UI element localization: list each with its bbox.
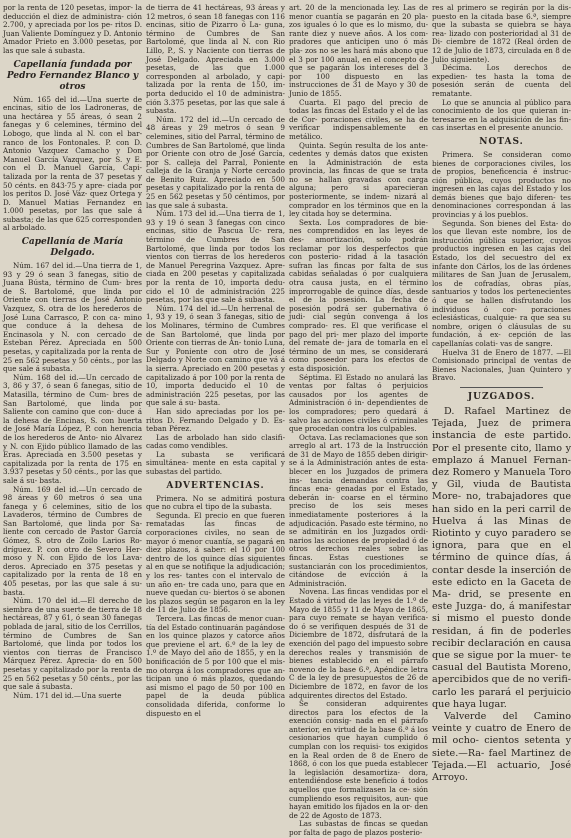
paragraph: Han sido apreciadas por los pe- ritos D. Fernando Delgado y D. Es- teban Pérez. [146, 406, 285, 434]
paragraph: Lo que se anuncia al público para conocimiento de los que quieran in- teresarse en la adquisición de las fin- cas insertas en el presente anuncio. [432, 97, 571, 133]
paragraph: Núm. 168 del id.—Un cercado de 3, 86 y 37, ó sean 6 fanegas, sitio de Matasilla, término de Cum- bres de San Bartolomé, que linda por Saliente con camino que con- duce á la dehesa de Encinas, S. con huerta de José María López, P. con herencia de los herederos de Anto- nio Alvarez y N. con Ejido público llamado de las Eras. Apreciada en 3.500 pesetas y capitalizada por la renta de 175 en 3.937 pesetas y 50 cénts., por las que sale á su- basta. [3, 372, 142, 485]
paragraph: por la renta de 120 pesetas, impor- la deducción el diez de administra- ción 2.700, y apreciada por los pe- ritos D. Juan Valiente Domínguez y D. Antonio Amador Prieto en 3.000 pesetas, por las que sale á subasta. [3, 3, 142, 55]
column-2 [146, 4, 285, 800]
paragraph: Núm. 172 del id.—Un cercado de 48 áreas y 29 metros ó sean 9 celemines, sitio del Parral, término de Cumbres de San Bartolomé, que linda por Oriente con otro de José García, por S. calleja del Parral, Poniente calleja de la Granja y Norte cercado de Benito Ruiz. Apreciado en 500 pesetas y capitalizado por la renta de 25 en 562 pesetas y 50 céntimos, por las que sale á subasta. [146, 114, 285, 210]
paragraph: Novena. Las fincas vendidas por el Estado á virtud de las leyes de 1.º de Mayo de 1855 y 11 de Mayo de 1865, para cuyo remate se hayan verifica- do ó se verifiquen después de 31 de Diciembre de 1872, disfrutará de la exención del pago del impuesto sobre derechos reales y transmisión de bienes establecido en el párrafo noveno de la base 6.ª, Apéndice letra C de la ley de presupuestos de 26 de Diciembre de 1872, en favor de los adquirentes directos del Estado. [289, 587, 428, 700]
paragraph: Cuarta. El pago del precio de todas las fincas del Estado y el de las de Cor- poraciones civiles, se ha de verificar indispensablemente en metálico. [289, 97, 428, 141]
paragraph: Primera. Se consideran como bienes de corporaciones civiles, los de propios, beneficencia é instruc- ción pública, cuyos productos no ingresen en las cajas del Estado y los demás bienes que bajo diferen- tes denominaciones correspondan á las provincias y á los pueblos. [432, 149, 571, 220]
edict-text: D. Rafael Martinez de Tejada, Juez de primera instancia de este partido. Por el presente cito, llamo y emplazo á Manuel Fernan- dez Romero y Manuela Toro y Gil, viuda de Bautista More- no, trabajadores que han sido en la peri carril de Huelva á las Minas de Riotinto y cuyo paradero se ignora, para que en el término de quince días, á contar desde la inserción de este edicto en la Gaceta de Ma- drid, se presente en este Juzga- do, á manifestar si mismo el puesto donde residan, á fin de poderles recibir declaración en causa que se sigue por la muer- te casual del Bautista Moreno, apercibidos que de no verifi- carlo les parará el perjuicio que haya lugar. [432, 405, 571, 710]
paragraph: Quinta. Según resulta de los ante- cedentes y demás datos que existen en la Administración de esta provincia, las fincas de que se trata no se hallan gravadas con carga alguna; pero si aparecieran posteriormente, se indem- nizará al comprador en los términos que en la ley citada hoy se determina. [289, 140, 428, 219]
paragraph: Las de arbolado han sido clasifi- cadas como vendibles. [146, 432, 285, 451]
paragraph: Las subastas de fincas se quedan por falta de pago de plazos posterio- [289, 819, 428, 837]
paragraph: Octava. Las reclamaciones que son arreglo al art. 173 de la Instrucción de 31 de Mayo de 1855 deben dirigir- se á la Administración antes de esta- blecer en los Juzgados de primera ins- tancia demandas contra las fincas ena- genadas por el Estado, deberán in- coarse en el término preciso de los seis meses inmediatamente posteriores á la adjudicación. Pasado este término, no se admitirán en los Juzgados ordi- narios las acciones de propiedad ó de otros derechos reales sobre las fincas. Estas cuestiones se sustanciarán con los procedimientos, citándose de evicción á la Administración. [289, 432, 428, 588]
paragraph: Sexta. Los compradores de bie- nes comprendidos en las leyes de des- amortización, solo podrán reclamar por los desperfectos que con posterio- ridad á la tasación sufran las fincas por falta de sus cabidas señaladas ó por cualquiera otra causa justa, en el término improrrogable de quince días, desde el de la posesión. La fecha de posesión podrá ser gubernativa ó judi- cial según convenga á los comprado- res. El que verificase el pago del pri- mer plazo del importe del remate de- jara de tomarla en el término de un mes, se considerará como poseedor para los efectos de esta disposición. [289, 217, 428, 373]
paragraph: Se consideran adquirentes directos para los efectos de la exención consig- nada en el párrafo anterior, en virtud de la base 6.ª á los cesionarios que hayan cumplido ó cumplan con los requisi- tos exigidos en la Real orden de 8 de Enero de 1868, ó con los que pueda establecer la legislación desamortiza- dora, entendiéndose este beneficio á todos aquellos que formalizasen la ce- sión cumpliendo esos requisitos, aun- que hayan emitido los fijados en la or- den de 22 de Agosto de 1873. [289, 699, 428, 820]
paragraph: Décima. Los derechos de expedien- tes hasta la toma de posesión serán de cuenta del rematante. [432, 63, 571, 98]
paragraph: Núm. 170 del id.—El derecho de siembra de una suerte de tierra de 18 hectáreas, 87 y 61, ó sean 30 fanegas poblada de jaral, sitio de los Cerrillos, término de Cumbres de San Bartolomé, que linda por todos los vientos con tierras de Francisco Márquez Pérez. Aprecia- do en 500 pesetas y capitalizado por la renta de 25 en 562 pesetas y 50 cénts., por las que sale á subasta. [3, 596, 142, 692]
section-title: NOTAS. [479, 136, 524, 147]
paragraph: Segunda. Son bienes del Esta- do los que llevan este nombre, los de instrucción pública superior, cuyos productos ingresen en las cajas del Estado, los del secuestro del ex infante don Cárlos, los de las órdenes militares de San Juan de Jerusalem, los de cofradías, obras pías, santuarios y todos los pertenecientes ó que se hallen disfrutando los individuos ó cor- poraciones eclesiásticas, cualquie- ra que sea su nombre, origen ó cláusulas de su fundación, á ex- cepción de las capellanías colati- vas de sangre. [432, 218, 571, 348]
column-3 [289, 3, 428, 837]
paragraph: Núm. 174 del id.—Un herrenal de 1, 93 y 19, ó sean 3 fanegas, sitio de los Molinares, término de Cumbres de San Bartolomé, que linda por Oriente con tierras de An- tonio Luna, Sur y Poniente con otro de José Delgado y Norte con camino que vá á la sierra. Apreciado en 200 pesetas y capitalizado á por 100 por la renta de 10, importa deducido el 10 de administración 225 pesetas, por las que sale á su- basta. [146, 303, 285, 408]
section-title: JUZGADOS. [467, 391, 536, 402]
paragraph: Segunda. El precio en que fueren rematadas las fincas de corporaciones civiles, no sean de mayor ó menor cuantía, se pagará en diez plazos, á saber: el 10 por 100 dentro de los quince días siguientes al en que se notifique la adjudicación; y los res- tantes con el intervalo de un año en- tre cada uno, para que en nueve quedan cu- biertos ó se abonen los plazos según se pagaron en la ley de 11 de Julio de 1856. [146, 510, 285, 615]
paragraph: Núm. 169 del id.—Un cercado de 98 áreas y 60 metros ó sea una fanega y 6 celemines, sitio de los Lavaderos, término de Cumbres de San Bartolomé, que linda por Sa- liente con cercado de Pastor García Gómez, S. otro de Zoilo Larios Ro- dríguez. P. con otro de Severo Her- moso y N. con Ejido de los Lava- deros. Apreciado en 375 pesetas y capitalizado por la renta de 18 en 405 pesetas, por las que sale á su- basta. [3, 484, 142, 597]
date-line: Huelva 31 de Enero de 1877. —El Comisionado principal de ventas de Bienes Nacionales, Juan Quintero y Bravo. [432, 347, 571, 383]
paragraph: res al primero se regirán por la dis- puesto en la citada base 6.ª, siempre que la subasta se quiebra se haya rea- lizado con posterioridad al 31 de Di- ciembre de 1872 (Real órden de 12 de Julio de 1873, circulada en 8 de Julio siguiente). [432, 3, 571, 64]
paragraph: Primera. No se admitirá postura que no cubra el tipo de la subasta. [146, 493, 285, 512]
paragraph: de tierra de 41 hectáreas, 93 áreas y 12 metros, ó sean 18 fanegas con 116 encinas, sitio de Pizarro ó La- guna, término de Cumbres de San Bartolomé, que linda al N. con Rio Lillo, P., S. y Naciente con tierras de José Delgado. Apreciada en 3.000 pesetas, de las que 1.000 corresponden al arbolado, y capi- talizada por la renta de 150, im- porta deducido el 10 de administra- ción 3.375 pesetas, por las que sale á subasta. [146, 3, 285, 116]
paragraph: Núm. 171 del id.—Una suerte [13, 690, 122, 700]
paragraph: Núm. 165 del id.—Una suerte de encinas, sitio de los Ladroneras, de una hectárea y 55 áreas, ó sean 2 fanegas y 6 celemines, término del Lobogo, que linda al N. con el bar- ranco de los Fontonales. P. con D. Antonio Vazquez Camacho y Don Manuel García Vazquez, por S. y E. con el D. Manuel García, Capi- talizada por la renta de 37 pesetas y 50 cénts. en 843·75 y apre- ciada por los peritos D. José Váz- quez Ortega y D. Manuel Matias Fernandez en 1.000 pesetas, por las que sale á subasta; de las que 625 corresponden al arbolado. [3, 94, 142, 233]
section-title: ADVERTENCIAS. [166, 480, 265, 491]
paragraph: Núm. 167 del id.—Una tierra de 1, 93 y 29 ó sean 3 fanegas, sitio de Juana Bústa, término de Cum- bres de S. Bartolomé, que linda por Oriente con tierras de José Antonio Vazquez, S. otra de los herederos de José Luna Carrasco, P. con ca- mino que conduce á la dehesa de Encinasola y N. con cercado de Esteban Pérez. Apreciada en 500 pesetas, y capitalizada por la renta de 25 en 562 pesetas y 50 cénts., por las que sale á subasta. [3, 261, 142, 374]
column-1 [3, 4, 142, 800]
divider [460, 387, 543, 388]
paragraph: Tercera. Las fincas de menor cuan- tía del Estado continuarán pagándose en los quince plazos y catorce años que previene el art. 6.º de la ley de 1.º de Mayo del año de 1855, y en la bonificación de 5 por 100 que el mis- mo otorga á los compradores que an- ticipan uno ó más plazos, quedando así mismo el pago de 50 por 100 en papel de la deuda pública consolidada diferida, conforme lo dispuesto en el [146, 613, 285, 718]
paragraph: La subasta se verificará simultánea- mente en esta capital y subastas del partido. [146, 449, 285, 477]
section-heading: Capellanía de María Delgado. [21, 237, 124, 259]
paragraph: Núm. 173 del id.—Una tierra de 1, 93 y 19 ó sean 3 fanegas con cinco encinas, sitio de Pascua Uc- rera, término de Cumbres de San Bartolomé, que linda por todos los vientos con tierras de los herederos de Manuel Peregrina Vazquez. Apre- ciada en 200 pesetas y capitalizada por la renta de 10, importa dedu- cido el 10 de administración 225 pesetas, por las que sale á subasta. [146, 209, 285, 305]
edict-block [432, 406, 571, 784]
section-heading: Capellanía fundada por Pedro Fernandez Blanco y otros [6, 59, 139, 92]
column-4 [432, 4, 571, 800]
paragraph: Séptima. El Estado no anulará las ventas por faltas ó perjuicios causados por los agentes de Administración ó in- dependientes de los compradores; pero quedará á salvo las acciones civiles ó criminales que procedan contra los culpables. [289, 372, 428, 434]
signature: Valverde del Camino veinte y cuatro de Enero de mil ocho- cientos setenta y siete.—Ra- fael Martinez de Tejada.—El actuario, José Arroyo. [432, 711, 571, 784]
paragraph: art. 20 de la mencionada ley. Las de menor cuantía se pagarán en 20 pla- zos iguales ó lo que es lo mismo, du- rante diez y nueve años. A los com- pradores que anticipen uno ó más pla- zos no se les hará más abono que el 3 por 100 anual, en el concepto de que se pagarán los intereses del 3 por 100 dispuesto en las instrucciones de 31 de Mayo y 30 de Junio de 1855. [289, 3, 428, 98]
